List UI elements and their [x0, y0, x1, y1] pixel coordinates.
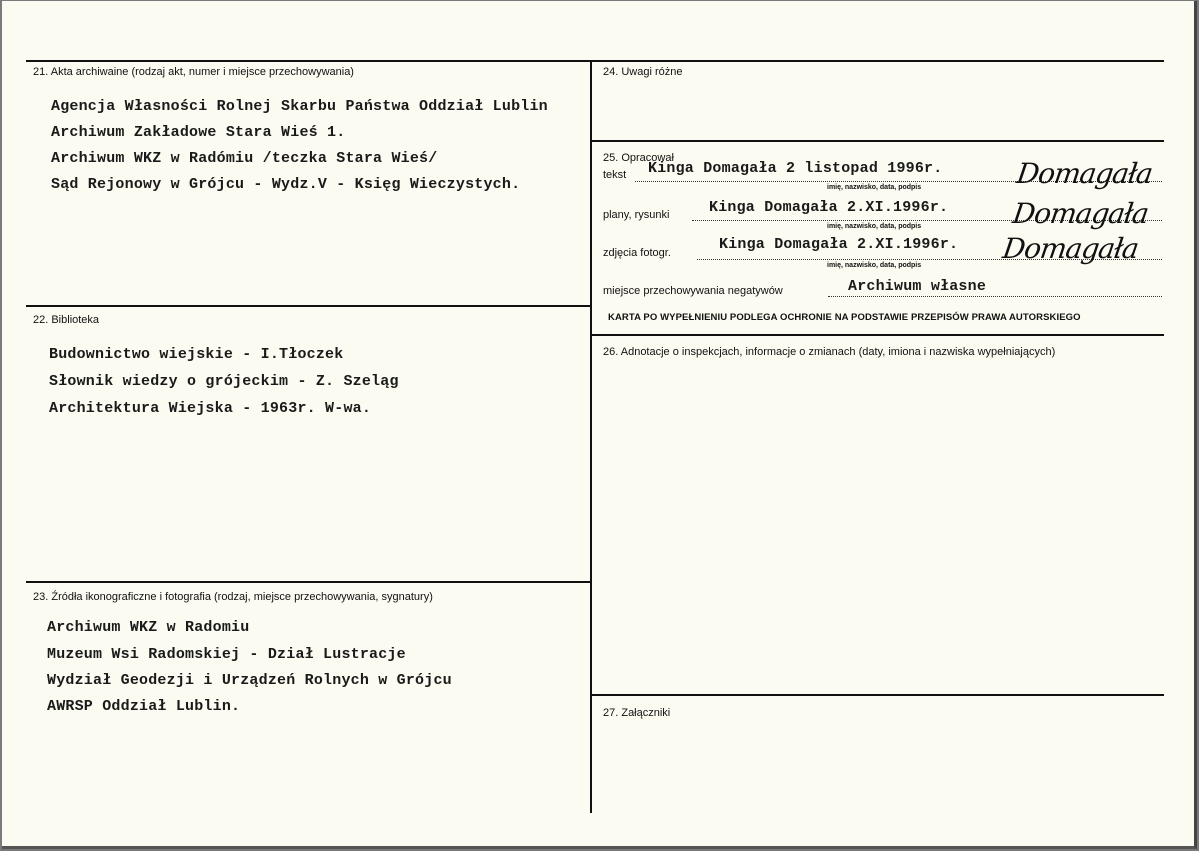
center-divider — [590, 60, 592, 813]
tekst-label: tekst — [603, 169, 627, 181]
zdjecia-value: Kinga Domagała 2.XI.1996r. — [719, 236, 959, 253]
section-23-label: 23. Źródła ikonograficzne i fotografia (rodzaj, miejsce przechowywania, sygnatury) — [33, 591, 433, 603]
rule-26-27 — [592, 694, 1164, 696]
section-23-line-4: AWRSP Oddział Lublin. — [47, 698, 241, 715]
section-21-label: 21. Akta archiwaine (rodzaj akt, numer i miejsce przechowywania) — [33, 66, 354, 78]
negatywy-value: Archiwum własne — [848, 278, 987, 295]
section-23-line-1: Archiwum WKZ w Radomiu — [47, 619, 250, 636]
top-rule — [26, 60, 1164, 62]
section-22-line-1: Budownictwo wiejskie - I.Tłoczek — [49, 346, 344, 363]
rule-24-25 — [592, 140, 1164, 142]
tekst-hint: imię, nazwisko, data, podpis — [827, 184, 922, 191]
section-25-label: 25. Opracował — [603, 152, 674, 164]
section-23-line-2: Muzeum Wsi Radomskiej - Dział Lustracje — [47, 646, 406, 663]
section-23-line-3: Wydział Geodezji i Urządzeń Rolnych w Grójcu — [47, 672, 452, 689]
zdjecia-hint: imię, nazwisko, data, podpis — [827, 262, 922, 269]
section-21-line-2: Archiwum Zakładowe Stara Wieś 1. — [51, 124, 346, 141]
plany-value: Kinga Domagała 2.XI.1996r. — [709, 199, 949, 216]
section-22-line-2: Słownik wiedzy o grójeckim - Z. Szeląg — [49, 373, 399, 390]
zdjecia-label: zdjęcia fotogr. — [603, 247, 671, 259]
tekst-signature: Domagała — [1014, 157, 1155, 190]
section-21-line-4: Sąd Rejonowy w Grójcu - Wydz.V - Księg Wieczystych. — [51, 176, 521, 193]
plany-signature: Domagała — [1010, 197, 1151, 230]
section-27-label: 27. Załączniki — [603, 707, 671, 719]
section-22-line-3: Architektura Wiejska - 1963r. W-wa. — [49, 400, 372, 417]
tekst-value: Kinga Domagała 2 listopad 1996r. — [648, 160, 943, 177]
section-22-label: 22. Biblioteka — [33, 314, 100, 326]
plany-label: plany, rysunki — [603, 209, 670, 221]
section-26-label: 26. Adnotacje o inspekcjach, informacje o zmianach (daty, imiona i nazwiska wypełniających) — [603, 346, 1056, 358]
section-21-line-1: Agencja Własności Rolnej Skarbu Państwa Oddział Lublin — [51, 98, 548, 115]
negatywy-label: miejsce przechowywania negatywów — [603, 285, 783, 297]
section-21-line-3: Archiwum WKZ w Radómiu /teczka Stara Wieś/ — [51, 150, 438, 167]
section-24-label: 24. Uwagi różne — [603, 66, 683, 78]
plany-hint: imię, nazwisko, data, podpis — [827, 223, 922, 230]
negatywy-dotted-line — [828, 296, 1162, 297]
copyright-notice: KARTA PO WYPEŁNIENIU PODLEGA OCHRONIE NA PODSTAWIE PRZEPISÓW PRAWA AUTORSKIEGO — [608, 312, 1081, 323]
rule-21-22 — [26, 305, 590, 307]
zdjecia-signature: Domagała — [1000, 232, 1141, 265]
rule-22-23 — [26, 581, 590, 583]
registration-card — [2, 1, 1197, 849]
rule-25-26 — [592, 334, 1164, 336]
